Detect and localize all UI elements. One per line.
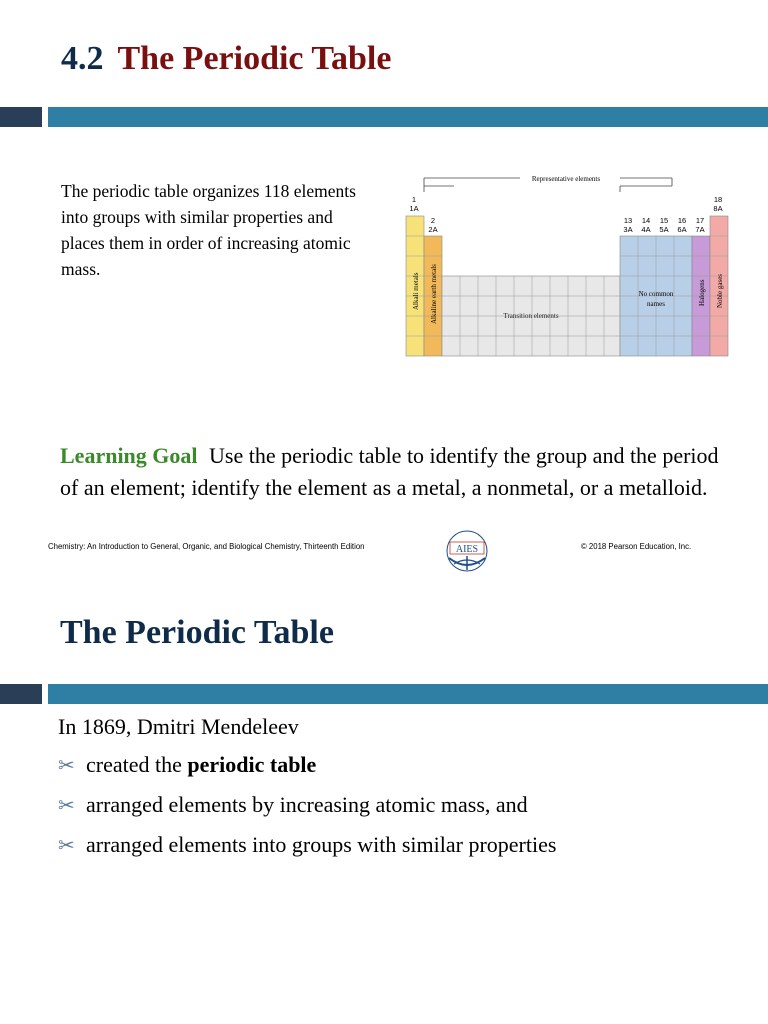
list-item — [58, 752, 556, 778]
content-list — [58, 714, 556, 872]
periodic-table-figure — [400, 168, 732, 362]
representative-elements-label: Representative elements — [531, 175, 601, 183]
bullet-text: created the periodic table — [86, 752, 317, 777]
group-16-number: 16 — [677, 216, 687, 225]
group-18-number: 18 — [713, 195, 723, 204]
list-intro: In 1869, Dmitri Mendeleev — [58, 714, 299, 739]
section-number: 4.2 — [61, 40, 104, 77]
learning-goal-label: Learning Goal — [60, 443, 198, 468]
group-14-number: 14 — [641, 216, 651, 225]
no-common-label-2: names — [647, 300, 665, 308]
group-17-number: 17 — [695, 216, 705, 225]
group-18-label: 8A — [713, 204, 723, 213]
learning-goal — [60, 440, 730, 504]
slide-title — [61, 40, 391, 78]
group-13-number: 13 — [623, 216, 633, 225]
group-2-label: 2A — [428, 225, 438, 234]
halogens-label: Halogens — [698, 279, 706, 306]
slide-2 — [0, 592, 768, 1024]
slide-2-divider-bar — [0, 684, 768, 704]
group-17-label: 7A — [695, 225, 705, 234]
alkaline-earth-label: Alkaline earth metals — [430, 264, 438, 324]
group-2-number: 2 — [430, 216, 436, 225]
scissors-bullet-icon: ✂ — [58, 834, 75, 857]
aies-logo — [444, 528, 490, 574]
group-14-label: 4A — [641, 225, 651, 234]
group-15-label: 5A — [659, 225, 669, 234]
footer-copyright: © 2018 Pearson Education, Inc. — [581, 542, 692, 551]
title-text: The Periodic Table — [117, 40, 392, 77]
footer-book-title: Chemistry: An Introduction to General, Organic, and Biological Chemistry, Thirteenth Edition — [48, 542, 365, 551]
bullet-text: arranged elements by increasing atomic mass, and — [86, 792, 528, 817]
slide-2-title: The Periodic Table — [60, 614, 334, 651]
group-1-number: 1 — [411, 195, 417, 204]
no-common-label-1: No common — [638, 290, 674, 298]
alkali-metals-label: Alkali metals — [412, 272, 420, 310]
list-item — [58, 792, 556, 818]
bullet-text: arranged elements into groups with similar properties — [86, 832, 557, 857]
group-1-label: 1A — [409, 204, 419, 213]
learning-goal-text: Use the periodic table to identify the group and the period of an element; identify the element as a metal, a nonmetal, or a metalloid. — [60, 443, 719, 500]
list-item — [58, 832, 556, 858]
group-16-label: 6A — [677, 225, 687, 234]
intro-paragraph: The periodic table organizes 118 elements into groups with similar properties and places them in order of increasing atomic mass. — [61, 181, 356, 279]
group-13-label: 3A — [623, 225, 633, 234]
scissors-bullet-icon: ✂ — [58, 754, 75, 777]
scissors-bullet-icon: ✂ — [58, 794, 75, 817]
logo-text: AIES — [455, 544, 479, 555]
noble-gases-label: Noble gases — [716, 273, 724, 308]
transition-elements-label: Transition elements — [503, 312, 559, 320]
title-divider-bar — [0, 107, 768, 127]
group-15-number: 15 — [659, 216, 669, 225]
